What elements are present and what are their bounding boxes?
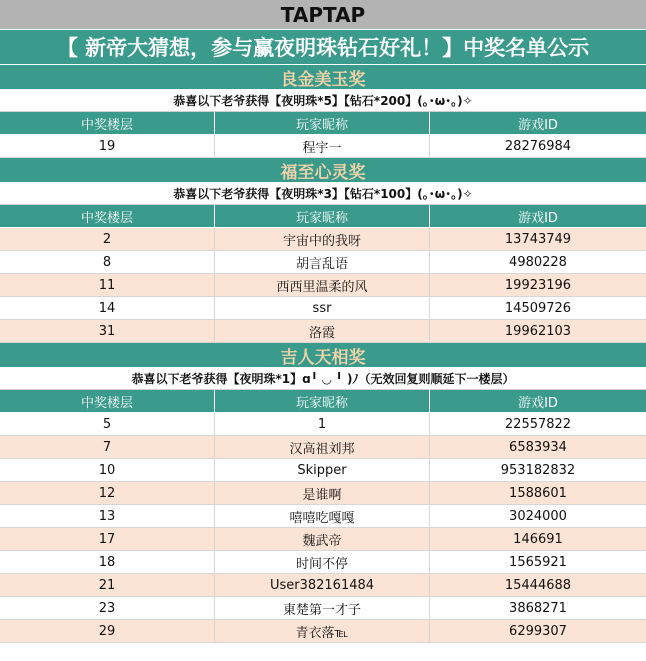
table-row	[0, 597, 646, 620]
name-cell: 東楚第一才子	[215, 597, 430, 619]
header-id: 游戏ID	[518, 395, 558, 411]
name-cell: 汉高祖刘邦	[215, 436, 430, 458]
section-title: 良金美玉奖	[0, 65, 646, 90]
id-cell: 14509726	[504, 300, 572, 316]
id-cell: 953182832	[500, 462, 576, 478]
name-cell: 洛霞	[215, 320, 430, 342]
name-cell: 时间不停	[215, 551, 430, 573]
prize-section-1	[0, 65, 646, 158]
floor-cell: 23	[0, 597, 215, 619]
name-cell: 魏武帝	[215, 528, 430, 550]
name-cell: 程宇一	[215, 135, 430, 157]
floor-cell: 21	[0, 574, 215, 596]
floor-cell: 29	[0, 620, 215, 642]
section-subtitle: 恭喜以下老爷获得【夜明珠*3】【钻石*100】(｡･ω･｡)✧	[0, 183, 646, 205]
prize-section-3	[0, 343, 646, 643]
section-subtitle: 恭喜以下老爷获得【夜明珠*1】ɑ╹ ◡ ╹ )ﾉ（无效回复则顺延下一楼层）	[0, 368, 646, 390]
floor-cell: 12	[0, 482, 215, 504]
id-cell: 22557822	[504, 416, 572, 432]
id-cell: 6583934	[509, 439, 567, 455]
id-cell: 19962103	[504, 323, 572, 339]
table-row	[0, 574, 646, 597]
floor-cell: 31	[0, 320, 215, 342]
name-cell: 嘻嘻吃嘎嘎	[215, 505, 430, 527]
floor-cell: 2	[0, 228, 215, 250]
id-cell: 19923196	[504, 277, 572, 293]
header-floor: 中奖楼层	[0, 112, 215, 134]
table-row	[0, 228, 646, 251]
floor-cell: 19	[0, 135, 215, 157]
section-subtitle: 恭喜以下老爷获得【夜明珠*5】【钻石*200】(｡･ω･｡)✧	[0, 90, 646, 112]
id-cell: 3024000	[509, 508, 567, 524]
floor-cell: 13	[0, 505, 215, 527]
section-title: 吉人天相奖	[0, 343, 646, 368]
floor-cell: 18	[0, 551, 215, 573]
name-cell: 西西里温柔的风	[215, 274, 430, 296]
table-row	[0, 135, 646, 158]
name-cell: 是谁啊	[215, 482, 430, 504]
table-row	[0, 551, 646, 574]
header-name: 玩家昵称	[215, 205, 430, 227]
id-cell: 1565921	[509, 554, 567, 570]
id-cell: 1588601	[509, 485, 567, 501]
table-row	[0, 505, 646, 528]
table-header	[0, 205, 646, 228]
id-cell: 28276984	[504, 138, 572, 154]
name-cell: 胡言乱语	[215, 251, 430, 273]
header-id: 游戏ID	[518, 117, 558, 133]
name-cell: ssr	[215, 297, 430, 319]
name-cell: 宇宙中的我呀	[215, 228, 430, 250]
table-row	[0, 459, 646, 482]
header-id: 游戏ID	[518, 210, 558, 226]
table-header	[0, 390, 646, 413]
app-title: TAPTAP	[0, 0, 646, 30]
name-cell: User382161484	[215, 574, 430, 596]
floor-cell: 14	[0, 297, 215, 319]
table-row	[0, 413, 646, 436]
header-floor: 中奖楼层	[0, 390, 215, 412]
table-header	[0, 112, 646, 135]
table-row	[0, 297, 646, 320]
section-title: 福至心灵奖	[0, 158, 646, 183]
table-row	[0, 482, 646, 505]
id-cell: 15444688	[504, 577, 572, 593]
name-cell: Skipper	[215, 459, 430, 481]
header-floor: 中奖楼层	[0, 205, 215, 227]
table-row	[0, 320, 646, 343]
table-row	[0, 528, 646, 551]
floor-cell: 10	[0, 459, 215, 481]
floor-cell: 5	[0, 413, 215, 435]
table-row	[0, 274, 646, 297]
floor-cell: 8	[0, 251, 215, 273]
event-title: 【 新帝大猜想，参与赢夜明珠钻石好礼！】中奖名单公示	[0, 30, 646, 65]
prize-section-2	[0, 158, 646, 343]
floor-cell: 17	[0, 528, 215, 550]
table-row	[0, 436, 646, 459]
id-cell: 6299307	[509, 623, 567, 639]
id-cell: 13743749	[504, 231, 572, 247]
name-cell: 1	[215, 413, 430, 435]
table-row	[0, 251, 646, 274]
id-cell: 3868271	[509, 600, 567, 616]
floor-cell: 7	[0, 436, 215, 458]
name-cell: 青衣落℡	[215, 620, 430, 642]
floor-cell: 11	[0, 274, 215, 296]
header-name: 玩家昵称	[215, 390, 430, 412]
table-row	[0, 620, 646, 643]
id-cell: 146691	[513, 531, 563, 547]
header-name: 玩家昵称	[215, 112, 430, 134]
id-cell: 4980228	[509, 254, 567, 270]
